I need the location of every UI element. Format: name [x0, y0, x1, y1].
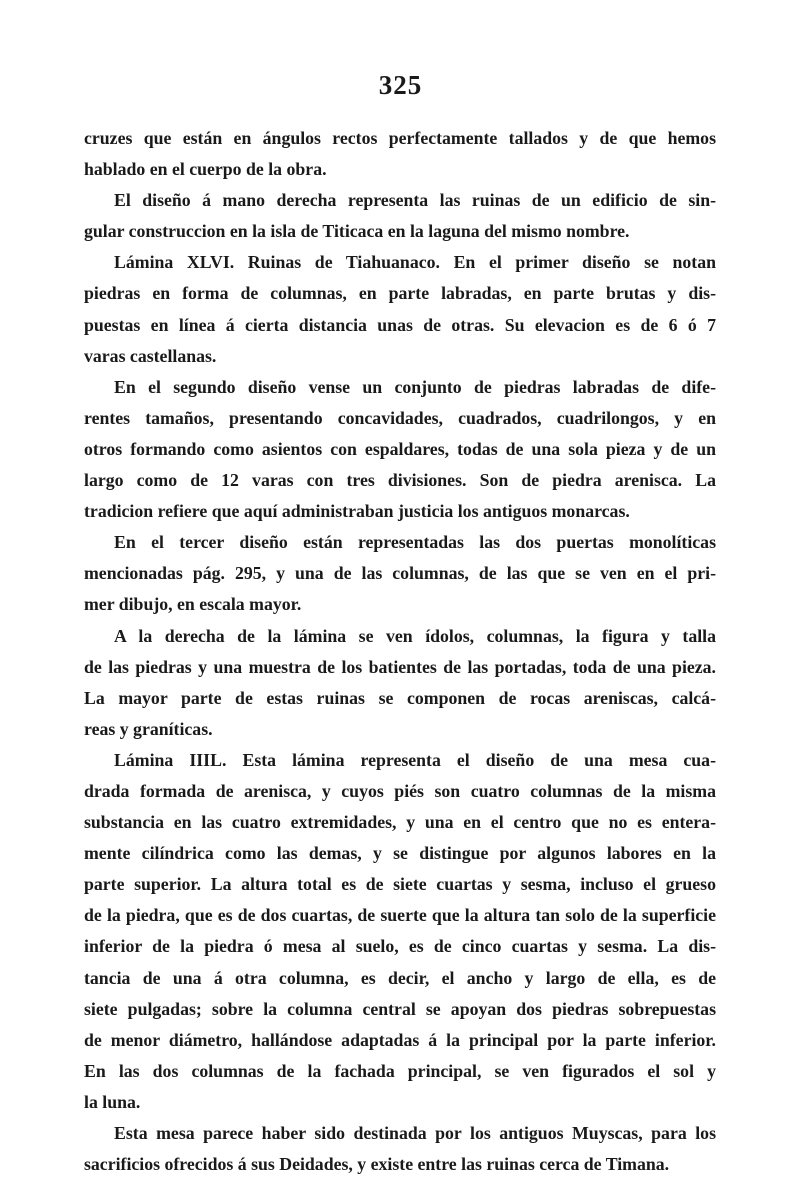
text-line: parte superior. La altura total es de siete cuartas y sesma, incluso el grueso	[84, 874, 716, 895]
text-line: de la piedra, que es de dos cuartas, de suerte que la altura tan solo de la superficie	[84, 905, 716, 926]
text-line: siete pulgadas; sobre la columna central se apoyan dos piedras sobrepuestas	[84, 998, 716, 1019]
text-line: reas y graníticas.	[84, 718, 213, 739]
text-line: En el tercer diseño están representadas las dos puertas monolíticas	[114, 532, 716, 553]
text-line: rentes tamaños, presentando concavidades, cuadrados, cuadrilongos, y en	[84, 407, 716, 428]
text-line: mer dibujo, en escala mayor.	[84, 594, 302, 615]
text-line: la luna.	[84, 1091, 141, 1112]
text-line: drada formada de arenisca, y cuyos piés son cuatro columnas de la misma	[84, 780, 716, 801]
text-line: inferior de la piedra ó mesa al suelo, es de cinco cuartas y sesma. La dis-	[84, 936, 716, 957]
text-line: largo como de 12 varas con tres divisiones. Son de piedra arenisca. La	[84, 470, 716, 491]
text-line: gular construccion en la isla de Titicaca en la laguna del mismo nombre.	[84, 221, 630, 242]
text-line: En el segundo diseño vense un conjunto de piedras labradas de dife-	[114, 376, 716, 397]
text-line: cruzes que están en ángulos rectos perfectamente tallados y de que hemos	[84, 128, 716, 148]
text-line: puestas en línea á cierta distancia unas de otras. Su elevacion es de 6 ó 7	[84, 314, 716, 335]
text-line: En las dos columnas de la fachada principal, se ven figurados el sol y	[84, 1060, 716, 1081]
text-line: otros formando como asientos con espaldares, todas de una sola pieza y de un	[84, 438, 716, 459]
text-line: varas castellanas.	[84, 345, 217, 366]
text-line: tancia de una á otra columna, es decir, el ancho y largo de ella, es de	[84, 967, 716, 988]
text-line: A la derecha de la lámina se ven ídolos, columnas, la figura y talla	[114, 625, 716, 646]
text-line: mente cilíndrica como las demas, y se distingue por algunos labores en la	[84, 843, 716, 864]
text-line: Esta mesa parece haber sido destinada por los antiguos Muyscas, para los	[114, 1123, 716, 1143]
text-line: mencionadas pág. 295, y una de las columnas, de las que se ven en el pri-	[84, 563, 716, 584]
body-text	[84, 123, 716, 1180]
text-line: hablado en el cuerpo de la obra.	[84, 159, 327, 180]
text-line: sacrificios ofrecidos á sus Deidades, y existe entre las ruinas cerca de Timana.	[84, 1154, 670, 1175]
text-line: Lámina IIIL. Esta lámina representa el diseño de una mesa cua-	[114, 749, 716, 770]
text-line: substancia en las cuatro extremidades, y una en el centro que no es entera-	[84, 812, 716, 833]
text-line: El diseño á mano derecha representa las ruinas de un edificio de sin-	[114, 190, 716, 211]
page-number: 325	[378, 70, 423, 100]
text-line: de menor diámetro, hallándose adaptadas á la principal por la parte inferior.	[84, 1029, 716, 1050]
text-line: tradicion refiere que aquí administraban justicia los antiguos monarcas.	[84, 501, 630, 522]
text-line: de las piedras y una muestra de los batientes de las portadas, toda de una pieza.	[84, 656, 716, 677]
text-line: La mayor parte de estas ruinas se componen de rocas areniscas, calcá-	[84, 687, 716, 708]
text-line: Lámina XLVI. Ruinas de Tiahuanaco. En el primer diseño se notan	[114, 252, 716, 273]
text-line: piedras en forma de columnas, en parte labradas, en parte brutas y dis-	[84, 283, 716, 304]
